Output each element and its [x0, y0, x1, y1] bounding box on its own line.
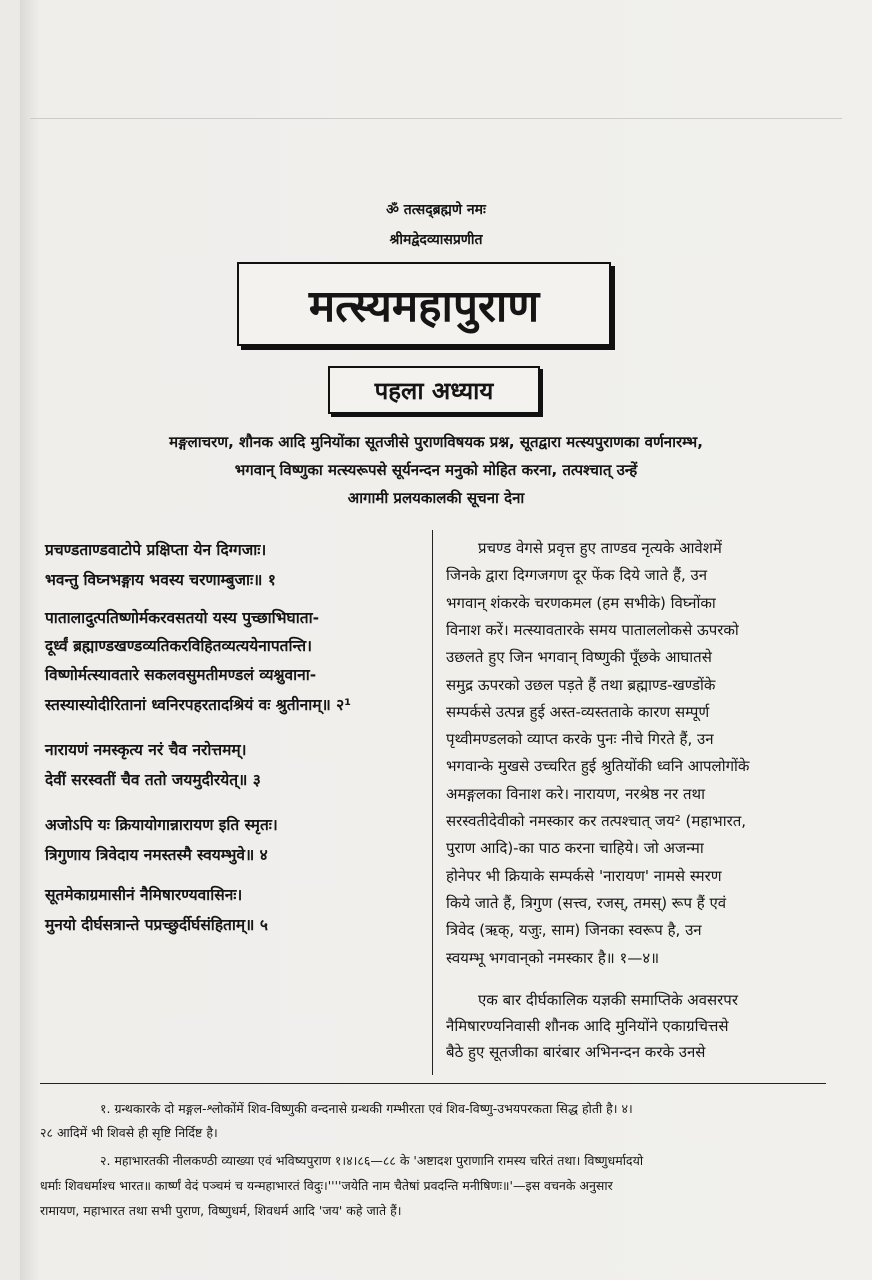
- verse-line: देवीं सरस्वतीं चैव ततो जयमुदीरयेत्॥ ३: [45, 771, 261, 789]
- chapter-summary-line: भगवान् विष्णुका मत्स्यरूपसे सूर्यनन्दन मनुको मोहित करना, तत्पश्चात् उन्हें: [234, 461, 638, 479]
- chapter-title: पहला अध्याय: [328, 366, 540, 414]
- translation-line: बैठे हुए सूतजीका बारंबार अभिनन्दन करके उनसे: [446, 1043, 706, 1061]
- translation-line: किये जाते हैं, त्रिगुण (सत्त्व, रजस्, तमस्) रूप हैं एवं: [446, 893, 727, 912]
- attribution: श्रीमद्वेदव्यासप्रणीत: [389, 232, 483, 248]
- translation-line: जिनके द्वारा दिग्गजगण दूर फेंक दिये जाते हैं, उन: [446, 566, 708, 585]
- translation-line: प्रचण्ड वेगसे प्रवृत्त हुए ताण्डव नृत्यके आवेशमें: [478, 539, 722, 557]
- translation-line: एक बार दीर्घकालिक यज्ञकी समाप्तिके अवसरपर: [478, 991, 738, 1009]
- footnote: धर्माः शिवधर्माश्च भारत॥ कार्ष्णं वेदं पञ्चमं च यन्महाभारतं विदुः।''''जयेति नाम चैतेषां प्रवदन्ति मनीषिणः॥'—इस वचनके अनुसार: [40, 1178, 613, 1193]
- footnote: २. महाभारतकी नीलकण्ठी व्याख्या एवं भविष्यपुराण १।४।८६—८८ के 'अष्टादश पुराणानि रामस्य चरितं तथा। विष्णुधर्मादयो: [100, 1153, 644, 1168]
- footnote-rule: [40, 1083, 826, 1084]
- footnote: रामायण, महाभारत तथा सभी पुराण, विष्णुधर्म, शिवधर्म आदि 'जय' कहे जाते हैं।: [40, 1203, 402, 1218]
- verse-line: अजोऽपि यः क्रियायोगान्नारायण इति स्मृतः।: [45, 816, 278, 834]
- translation-line: नैमिषारण्यनिवासी शौनक आदि मुनियोंने एकाग्रचित्तसे: [446, 1017, 729, 1035]
- translation-line: समुद्र ऊपरको उछल पड़ते हैं तथा ब्रह्माण्ड-खण्डोंके: [446, 675, 716, 694]
- translation-line: पृथ्वीमण्डलको व्याप्त करके पुनः नीचे गिरते हैं, उन: [446, 730, 714, 749]
- chapter-summary-line: मङ्गलाचरण, शौनक आदि मुनियोंका सूतजीसे पुराणविषयक प्रश्न, सूतद्वारा मत्स्यपुराणका वर्णनारम्भ,: [169, 433, 703, 451]
- translation-line: उछलते हुए जिन भगवान् विष्णुकी पूँछके आघातसे: [446, 648, 712, 667]
- header-rule: [30, 118, 842, 119]
- footnote: १. ग्रन्थकारके दो मङ्गल-श्लोकोंमें शिव-विष्णुकी वन्दनासे ग्रन्थकी गम्भीरता एवं शिव-विष्णु-उभयपरकता सिद्ध होती है। ४।: [100, 1101, 633, 1116]
- verse-line: पातालादुत्पतिष्णोर्मकरवसतयो यस्य पुच्छाभिघाता-: [45, 609, 320, 627]
- verse-line: स्तस्यास्योदीरितानां ध्वनिरपहरतादश्रियं वः श्रुतीनाम्॥ २¹: [45, 696, 352, 714]
- translation-line: पुराण आदि)-का पाठ करना चाहिये। जो अजन्मा: [446, 839, 704, 858]
- translation-line: सम्पर्कसे उत्पन्न हुई अस्त-व्यस्तताके कारण सम्पूर्ण: [446, 702, 710, 721]
- verse-line: सूतमेकाग्रमासीनं नैमिषारण्यवासिनः।: [45, 886, 243, 904]
- verse-line: प्रचण्डताण्डवाटोपे प्रक्षिप्ता येन दिग्गजाः।: [45, 541, 267, 559]
- invocation: ॐ तत्सद्ब्रह्मणे नमः: [386, 202, 486, 218]
- verse-line: त्रिगुणाय त्रिवेदाय नमस्तस्मै स्वयम्भुवे॥ ४: [45, 846, 268, 864]
- translation-line: होनेपर भी क्रियाके सम्पर्कसे 'नारायण' नामसे स्मरण: [446, 866, 722, 885]
- footnote: २८ आदिमें भी शिवसे ही सृष्टि निर्दिष्ट है।: [40, 1125, 218, 1140]
- verse-line: मुनयो दीर्घसत्रान्ते पप्रच्छुर्दीर्घसंहिताम्॥ ५: [45, 916, 268, 934]
- book-title: मत्स्यमहापुराण: [237, 262, 611, 346]
- translation-line: भगवान् शंकरके चरणकमल (हम सभीके) विघ्नोंका: [446, 593, 716, 612]
- verse-line: भवन्तु विघ्नभङ्गाय भवस्य चरणाम्बुजाः॥ १: [45, 571, 276, 589]
- translation-line: स्वयम्भू भगवान्‌को नमस्कार है॥ १—४॥: [446, 948, 660, 967]
- translation-line: विनाश करें। मत्स्यावतारके समय पाताललोकसे ऊपरको: [446, 620, 739, 639]
- verse-line: नारायणं नमस्कृत्य नरं चैव नरोत्तमम्।: [45, 741, 247, 759]
- verse-line: दूर्ध्वं ब्रह्माण्डखण्डव्यतिकरविहितव्यत्ययेनापतन्ति।: [45, 637, 312, 655]
- translation-line: सरस्वतीदेवीको नमस्कार कर तत्पश्चात् जय² (महाभारत,: [446, 812, 747, 830]
- chapter-summary-line: आगामी प्रलयकालकी सूचना देना: [347, 489, 525, 507]
- column-divider: [432, 530, 433, 1075]
- translation-line: त्रिवेद (ऋक्, यजुः, साम) जिनका स्वरूप है, उन: [446, 921, 702, 940]
- translation-line: अमङ्गलका विनाश करे। नारायण, नरश्रेष्ठ नर तथा: [446, 784, 706, 803]
- verse-line: विष्णोर्मत्स्यावतारे सकलवसुमतीमण्डलं व्यश्नुवाना-: [45, 666, 317, 684]
- translation-line: भगवान्के मुखसे उच्चरित हुई श्रुतियोंकी ध्वनि आपलोगोंके: [446, 757, 750, 776]
